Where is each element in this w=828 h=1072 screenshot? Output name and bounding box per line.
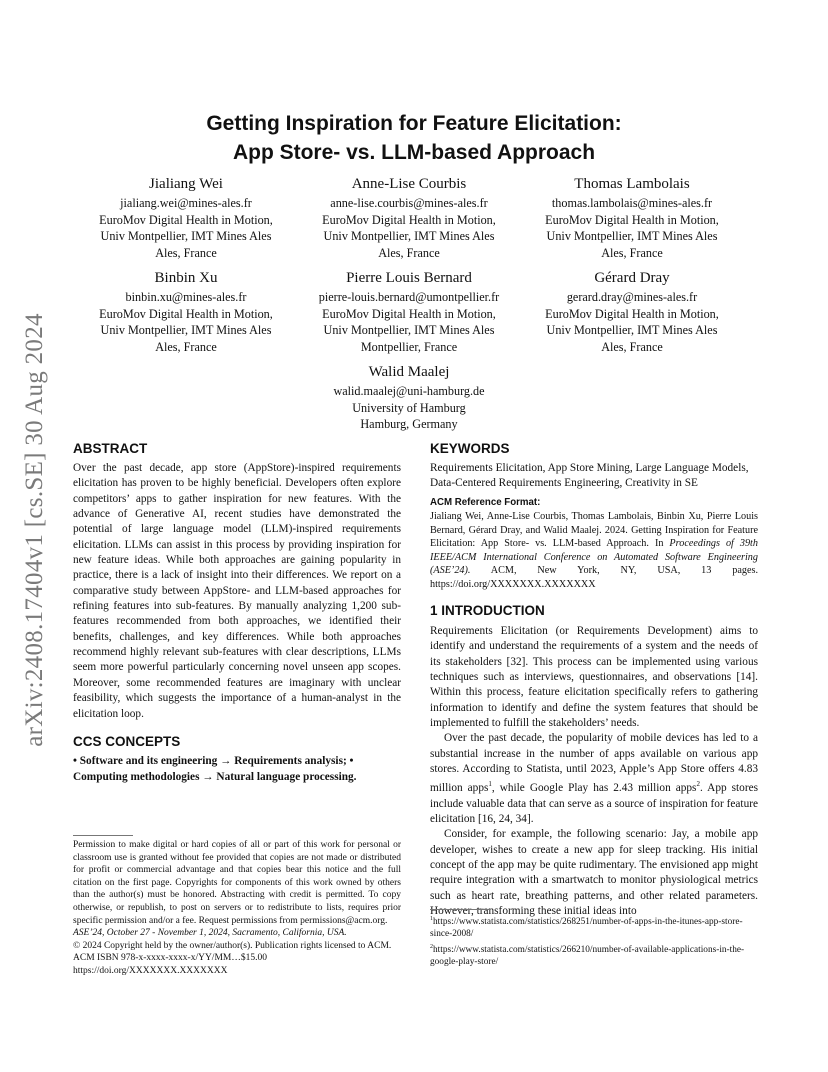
acm-ref-authors: Jialiang Wei, Anne-Lise Courbis, Thomas Lambolais, Binbin Xu, Pierre Louis Bernard, Gérard Dray, and Walid Maalej. 2024. Getting Inspiration for Feature Elicitation: App Store- vs. LLM-based Approach. In bbox=[430, 511, 758, 550]
author-name: Walid Maalej bbox=[368, 364, 450, 380]
author-location: Ales, France bbox=[378, 245, 440, 260]
author-name: Binbin Xu bbox=[154, 270, 218, 286]
abstract-heading: ABSTRACT bbox=[73, 441, 148, 456]
author-email: walid.maalej@uni-hamburg.de bbox=[333, 384, 485, 398]
author-card bbox=[520, 174, 744, 261]
author-card bbox=[520, 268, 744, 355]
footnote: $^1$https://www.statista.com/statistics/268251/number-of-apps-in-the-itunes-app-store-since-2008/ bbox=[430, 916, 743, 940]
conference-venue: ASE’24, October 27 - November 1, 2024, Sacramento, California, USA. bbox=[73, 928, 347, 939]
footnote-divider bbox=[73, 835, 133, 836]
introduction-heading: 1 INTRODUCTION bbox=[430, 603, 545, 618]
author-email: jialiang.wei@mines-ales.fr bbox=[120, 196, 252, 210]
footnote-ref: 2 bbox=[696, 780, 700, 789]
author-affiliation: EuroMov Digital Health in Motion, bbox=[545, 212, 719, 227]
author-email: gerard.dray@mines-ales.fr bbox=[566, 290, 698, 304]
author-affiliation: Univ Montpellier, IMT Mines Ales bbox=[323, 323, 495, 338]
author-affiliation: EuroMov Digital Health in Motion, bbox=[99, 306, 273, 321]
author-email: anne-lise.courbis@mines-ales.fr bbox=[330, 196, 488, 210]
author-affiliation: Univ Montpellier, IMT Mines Ales bbox=[546, 229, 718, 244]
author-email: pierre-louis.bernard@umontpellier.fr bbox=[318, 290, 500, 304]
permission-notice: Permission to make digital or hard copies of all or part of this work for personal or classroom use is granted without fee provided that copies are not made or distributed for profit or commercial advantage and that copies bear this notice and the full citation on the first page. Copyrights for components of this work owned by others than the author(s) must be honored. Abstracting with credit is permitted. To copy otherwise, or republish, to post on servers or to redistribute to lists, requires prior specific permission and/or a fee. Request permissions from permissions@acm.org. bbox=[73, 840, 401, 926]
arxiv-sidebar bbox=[20, 290, 50, 770]
author-name: Gérard Dray bbox=[594, 270, 670, 286]
footnotes bbox=[430, 913, 758, 968]
author-card bbox=[74, 174, 298, 261]
author-location: Ales, France bbox=[601, 339, 663, 354]
acm-reference bbox=[430, 496, 758, 592]
author-affiliation: EuroMov Digital Health in Motion, bbox=[322, 306, 496, 321]
abstract-text: Over the past decade, app store (AppStore)-inspired requirements elicitation has proven to be highly beneficial. Developers often explore competitors’ apps to gather inspiration for new features. With the advance of Generative AI, recent studies have demonstrated the potential of large language model (LLM)-inspired requirements elicitation. LLMs can assist in this process by providing inspiration for new feature ideas. While both approaches are gaining popularity in practice, there is a lack of insight into their differences. We report on a comparative study between AppStore- and LLM-based approaches for refining features into sub-features. By manually analyzing 1,200 sub-features recommended from both approaches, we identified their benefits, challenges, and key differences. While both approaches recommend highly relevant sub-features with clear descriptions, LLMs seem more powerful particularly concerning novel unseen app scopes. Moreover, some recommended features are imaginary with unclear feasibility, which suggests the importance of a human-analyst in the elicitation loop. bbox=[73, 462, 401, 720]
ccs-line: Computing methodologies → Natural language processing. bbox=[73, 770, 357, 783]
author-affiliation: University of Hamburg bbox=[352, 400, 466, 415]
author-location: Ales, France bbox=[155, 339, 217, 354]
footnote-url[interactable]: https://www.statista.com/statistics/266210/number-of-available-applications-in-the-google-play-store/ bbox=[430, 944, 745, 968]
author-name: Pierre Louis Bernard bbox=[346, 270, 472, 286]
author-name: Thomas Lambolais bbox=[574, 176, 690, 192]
permission-block bbox=[73, 839, 401, 978]
intro-paragraph: Requirements Elicitation (or Requirements Development) aims to identify and understand the requirements of a system and the needs of its stakeholders [32]. This process can be implemented using various techniques such as interviews, questionnaires, and observations [14]. Within this process, feature elicitation specifically refers to gathering information to identify and define the system features that should be implemented to fulfill the stakeholders’ needs. bbox=[430, 625, 758, 730]
keywords-text: Requirements Elicitation, App Store Mining, Large Language Models, Data-Centered Requirements Engineering, Creativity in SE bbox=[430, 462, 749, 490]
doi-line: https://doi.org/XXXXXXX.XXXXXXX bbox=[73, 965, 228, 976]
intro-paragraph: Consider, for example, the following scenario: Jay, a mobile app developer, wishes to create a new app for sleep tracking. His initial concept of the app may be quite rudimentary. The envisioned app might require integration with a smartwatch to monitor physiological metrics such as heart rate, breathing patterns, and other related parameters. However, transforming these initial ideas into bbox=[430, 828, 758, 917]
author-location: Ales, France bbox=[155, 245, 217, 260]
author-affiliation: Univ Montpellier, IMT Mines Ales bbox=[546, 323, 718, 338]
footnote-url[interactable]: https://www.statista.com/statistics/268251/number-of-apps-in-the-itunes-app-store-since-2008/ bbox=[430, 917, 743, 940]
acm-ref-venue: Proceedings of 39th IEEE/ACM International Conference on Automated Software Engineering (ASE’24). bbox=[430, 538, 758, 577]
isbn-line: ACM ISBN 978-x-xxxx-xxxx-x/YY/MM…$15.00 bbox=[73, 953, 267, 964]
footnote-ref: 1 bbox=[488, 780, 492, 789]
author-affiliation: EuroMov Digital Health in Motion, bbox=[99, 212, 273, 227]
author-location: Ales, France bbox=[601, 245, 663, 260]
author-email: binbin.xu@mines-ales.fr bbox=[125, 290, 247, 304]
acm-ref-text bbox=[430, 510, 758, 592]
keywords-section bbox=[430, 440, 758, 492]
author-location: Montpellier, France bbox=[360, 339, 458, 354]
author-name: Anne-Lise Courbis bbox=[351, 176, 467, 192]
introduction-section bbox=[430, 602, 758, 919]
abstract-section bbox=[73, 440, 401, 722]
author-email: thomas.lambolais@mines-ales.fr bbox=[551, 196, 713, 210]
author-affiliation: EuroMov Digital Health in Motion, bbox=[545, 306, 719, 321]
footnote: $^2$https://www.statista.com/statistics/266210/number-of-available-applications-in-the-google-play-store/ bbox=[430, 943, 745, 968]
ccs-line: • Software and its engineering → Requirements analysis; • bbox=[73, 755, 354, 767]
author-name: Jialiang Wei bbox=[149, 176, 223, 192]
acm-ref-rest: ACM, New York, NY, USA, 13 pages. https://doi.org/XXXXXXX.XXXXXXX bbox=[430, 565, 758, 590]
copyright-line: © 2024 Copyright held by the owner/author(s). Publication rights licensed to ACM. bbox=[73, 940, 392, 951]
author-affiliation: Univ Montpellier, IMT Mines Ales bbox=[100, 229, 272, 244]
author-card bbox=[297, 174, 521, 261]
footnote-divider bbox=[430, 909, 490, 910]
author-location: Hamburg, Germany bbox=[360, 417, 458, 432]
ccs-section bbox=[73, 733, 401, 785]
paper-title bbox=[0, 109, 828, 167]
title-line-2: App Store- vs. LLM-based Approach bbox=[232, 141, 596, 164]
author-card bbox=[74, 268, 298, 355]
author-affiliation: Univ Montpellier, IMT Mines Ales bbox=[323, 229, 495, 244]
acm-ref-heading: ACM Reference Format: bbox=[430, 497, 541, 508]
title-line-1: Getting Inspiration for Feature Elicitation: bbox=[206, 112, 622, 135]
arxiv-identifier: arXiv:2408.17404v1 [cs.SE] 30 Aug 2024 bbox=[21, 313, 48, 747]
ccs-heading: CCS CONCEPTS bbox=[73, 734, 181, 749]
author-affiliation: Univ Montpellier, IMT Mines Ales bbox=[100, 323, 272, 338]
keywords-heading: KEYWORDS bbox=[430, 441, 510, 456]
author-card bbox=[297, 362, 521, 433]
author-card bbox=[297, 268, 521, 355]
intro-paragraph: Over the past decade, the popularity of mobile devices has led to a substantial increase in the number of apps available on various app stores. According to Statista, until 2023, Apple’s App Store offers 4.83 million apps$^1$, while Google Play has 2.43 million apps$^2$. App stores include valuable data that can serve as a source of inspiration for feature elicitation [16, 24, 34]. bbox=[430, 732, 758, 825]
author-affiliation: EuroMov Digital Health in Motion, bbox=[322, 212, 496, 227]
